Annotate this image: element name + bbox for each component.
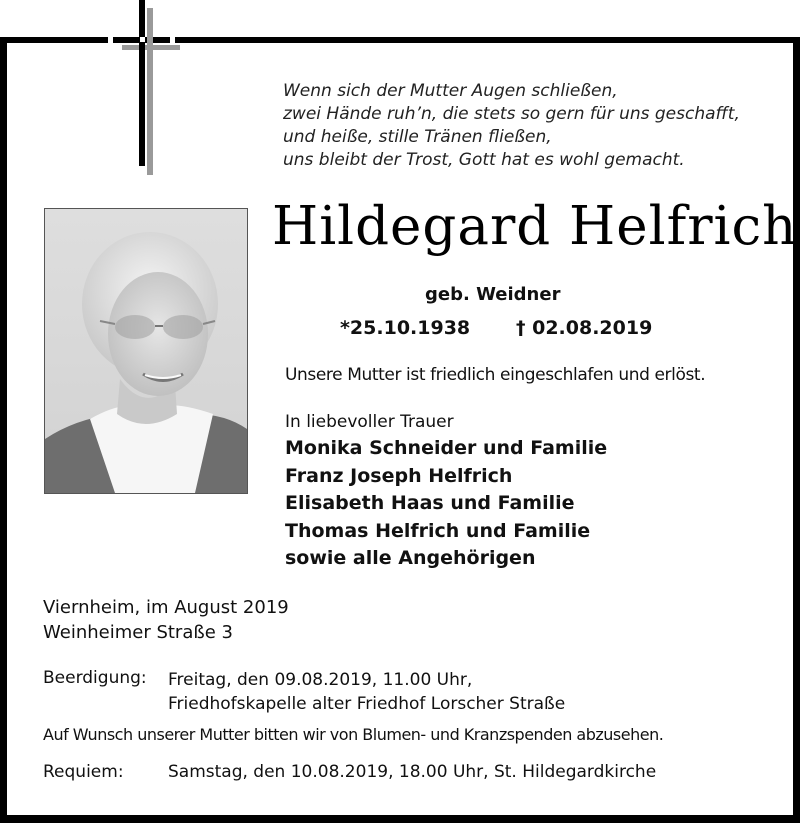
- mourners-label: In liebevoller Trauer: [285, 412, 454, 432]
- frame-border-right: [793, 37, 800, 823]
- poem: [283, 80, 740, 172]
- frame-border-left: [0, 37, 7, 823]
- funeral-details: [168, 668, 565, 716]
- cross-shadow-vertical: [147, 8, 153, 175]
- frame-border-bottom: [0, 815, 800, 823]
- birth-date: *25.10.1938: [340, 317, 471, 339]
- deceased-name: Hildegard Helfrich: [272, 196, 798, 257]
- mourner-name: Monika Schneider und Familie: [285, 437, 608, 459]
- mourner-name: sowie alle Angehörigen: [285, 547, 536, 569]
- requiem-details: Samstag, den 10.08.2019, 18.00 Uhr, St. Hildegardkirche: [168, 762, 657, 782]
- cross-vertical: [139, 0, 145, 166]
- cross-shadow-horizontal: [122, 45, 180, 50]
- mourner-name: Thomas Helfrich und Familie: [285, 519, 591, 542]
- mourner-name: Elisabeth Haas und Familie: [285, 492, 575, 514]
- mourners-list: [285, 435, 607, 573]
- poem-line: Wenn sich der Mutter Augen schließen,: [283, 81, 618, 101]
- funeral-location: Friedhofskapelle alter Friedhof Lorscher Straße: [168, 694, 566, 714]
- cross-center-highlight: [140, 37, 145, 42]
- funeral-date: Freitag, den 09.08.2019, 11.00 Uhr,: [168, 670, 473, 690]
- mourner-name: Franz Joseph Helfrich: [285, 464, 513, 487]
- frame-border-top-right: [175, 37, 800, 43]
- death-date: † 02.08.2019: [516, 317, 653, 339]
- frame-border-top-left: [0, 37, 108, 43]
- requiem-label: Requiem:: [43, 762, 124, 782]
- intro-text: Unsere Mutter ist friedlich eingeschlafen und erlöst.: [285, 365, 706, 385]
- address: Weinheimer Straße 3: [43, 622, 233, 643]
- portrait-photo: [44, 208, 248, 494]
- poem-line: uns bleibt der Trost, Gott hat es wohl gemacht.: [283, 150, 685, 170]
- poem-line: und heiße, stille Tränen fließen,: [283, 127, 552, 147]
- funeral-label: Beerdigung:: [43, 668, 147, 688]
- place-date: Viernheim, im August 2019: [43, 597, 289, 618]
- flower-wish-note: Auf Wunsch unserer Mutter bitten wir von Blumen- und Kranzspenden abzusehen.: [43, 725, 664, 744]
- portrait-image: [45, 209, 247, 493]
- poem-line: zwei Hände ruh’n, die stets so gern für uns geschafft,: [283, 104, 740, 124]
- place-and-address: [43, 595, 289, 645]
- maiden-name: geb. Weidner: [425, 284, 561, 305]
